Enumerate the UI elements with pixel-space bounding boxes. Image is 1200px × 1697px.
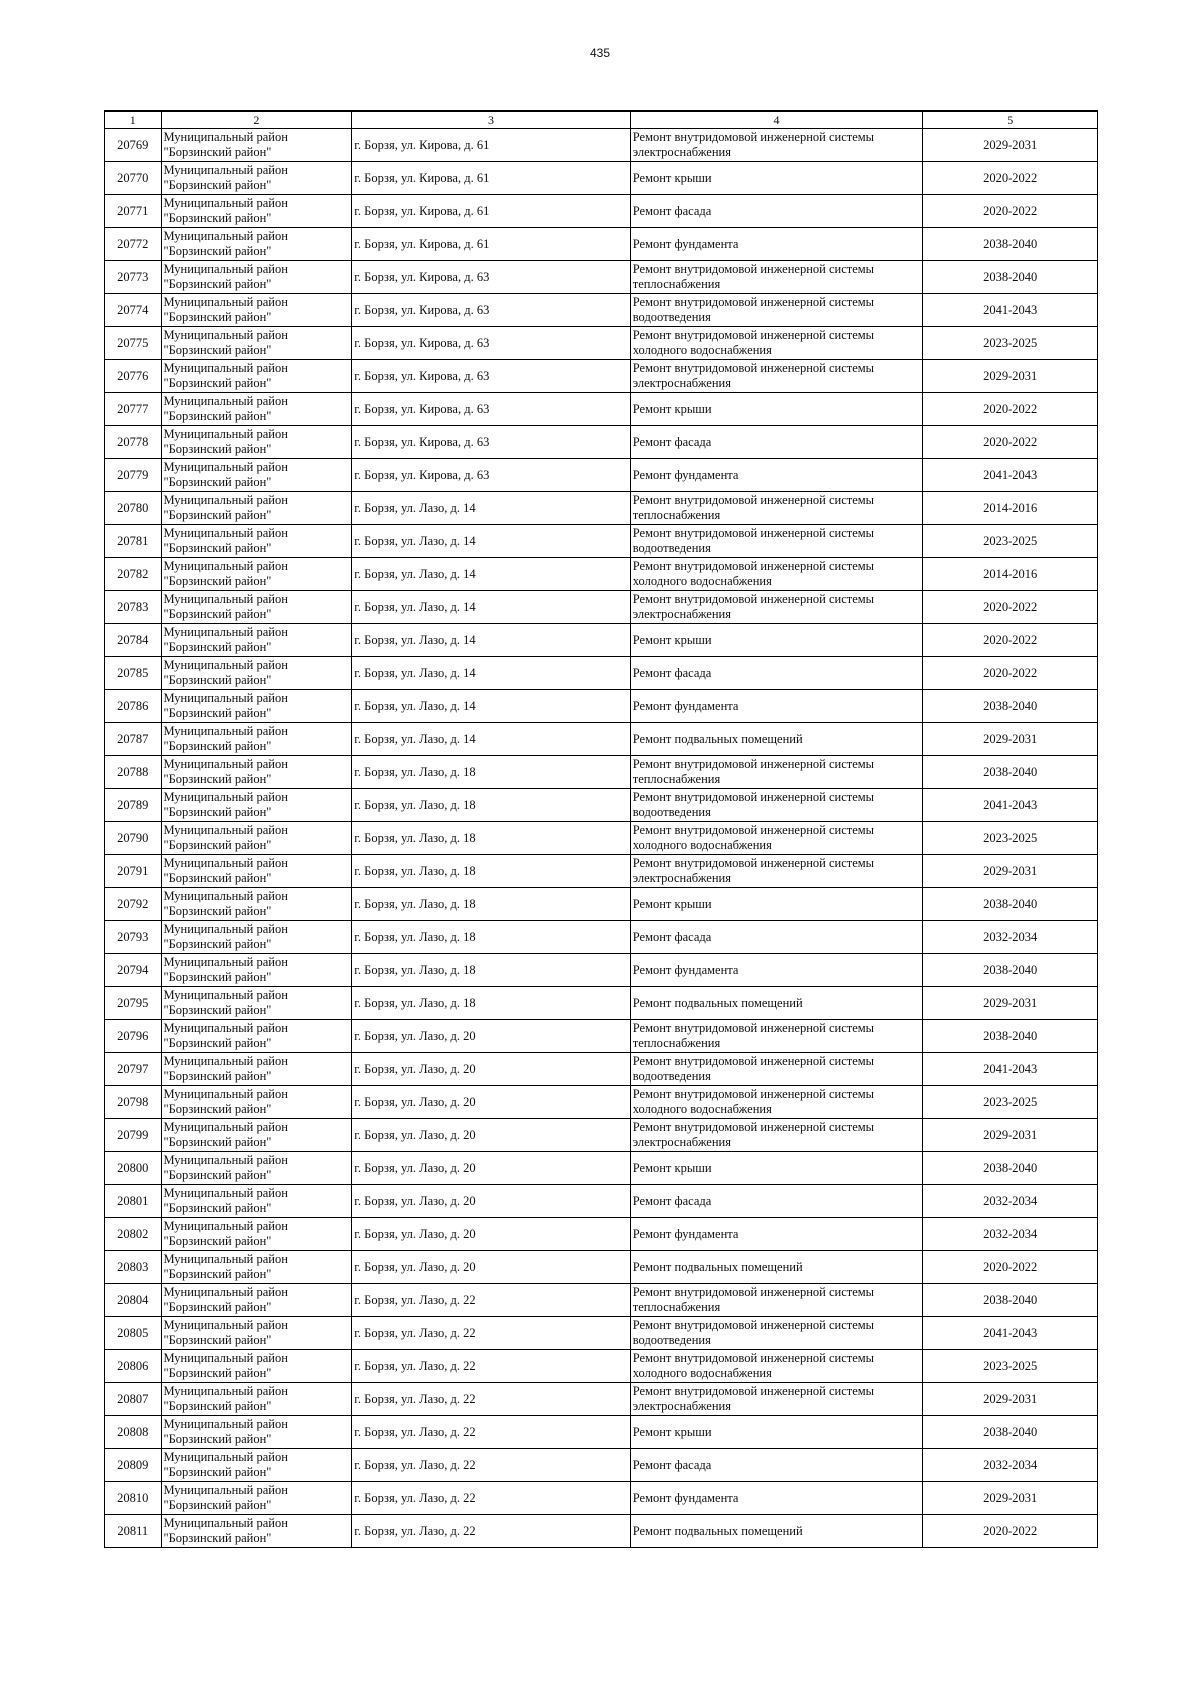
cell-municipality: Муниципальный район "Борзинский район" <box>161 327 352 360</box>
cell-row-number: 20810 <box>105 1482 162 1515</box>
cell-address: г. Борзя, ул. Кирова, д. 63 <box>352 327 631 360</box>
table-row <box>105 1482 1098 1515</box>
cell-address: г. Борзя, ул. Лазо, д. 18 <box>352 855 631 888</box>
header-col-1: 1 <box>105 111 162 129</box>
cell-municipality: Муниципальный район "Борзинский район" <box>161 1119 352 1152</box>
cell-period: 2038-2040 <box>923 1284 1098 1317</box>
cell-municipality: Муниципальный район "Борзинский район" <box>161 360 352 393</box>
cell-period: 2029-2031 <box>923 129 1098 162</box>
cell-municipality: Муниципальный район "Борзинский район" <box>161 1053 352 1086</box>
cell-municipality: Муниципальный район "Борзинский район" <box>161 723 352 756</box>
cell-row-number: 20790 <box>105 822 162 855</box>
cell-row-number: 20804 <box>105 1284 162 1317</box>
table-row <box>105 1449 1098 1482</box>
cell-address: г. Борзя, ул. Лазо, д. 14 <box>352 723 631 756</box>
cell-municipality: Муниципальный район "Борзинский район" <box>161 162 352 195</box>
cell-period: 2023-2025 <box>923 1350 1098 1383</box>
cell-work-type: Ремонт внутридомовой инженерной системы водоотведения <box>630 1053 923 1086</box>
table-row <box>105 327 1098 360</box>
cell-municipality: Муниципальный район "Борзинский район" <box>161 855 352 888</box>
cell-work-type: Ремонт фасада <box>630 921 923 954</box>
table-row <box>105 1152 1098 1185</box>
cell-address: г. Борзя, ул. Кирова, д. 63 <box>352 294 631 327</box>
cell-period: 2041-2043 <box>923 1317 1098 1350</box>
table-row <box>105 1218 1098 1251</box>
cell-row-number: 20779 <box>105 459 162 492</box>
cell-address: г. Борзя, ул. Кирова, д. 63 <box>352 393 631 426</box>
table-row <box>105 756 1098 789</box>
cell-row-number: 20793 <box>105 921 162 954</box>
cell-address: г. Борзя, ул. Лазо, д. 18 <box>352 756 631 789</box>
cell-period: 2038-2040 <box>923 756 1098 789</box>
cell-row-number: 20798 <box>105 1086 162 1119</box>
header-col-3: 3 <box>352 111 631 129</box>
cell-address: г. Борзя, ул. Лазо, д. 20 <box>352 1086 631 1119</box>
cell-row-number: 20805 <box>105 1317 162 1350</box>
cell-row-number: 20807 <box>105 1383 162 1416</box>
cell-period: 2020-2022 <box>923 591 1098 624</box>
cell-row-number: 20795 <box>105 987 162 1020</box>
cell-work-type: Ремонт крыши <box>630 1416 923 1449</box>
cell-address: г. Борзя, ул. Лазо, д. 18 <box>352 921 631 954</box>
cell-municipality: Муниципальный район "Борзинский район" <box>161 624 352 657</box>
cell-row-number: 20777 <box>105 393 162 426</box>
table-row <box>105 987 1098 1020</box>
cell-period: 2014-2016 <box>923 492 1098 525</box>
cell-row-number: 20782 <box>105 558 162 591</box>
table-row <box>105 1119 1098 1152</box>
cell-municipality: Муниципальный район "Борзинский район" <box>161 294 352 327</box>
cell-period: 2041-2043 <box>923 459 1098 492</box>
table-row <box>105 855 1098 888</box>
cell-municipality: Муниципальный район "Борзинский район" <box>161 1086 352 1119</box>
cell-work-type: Ремонт внутридомовой инженерной системы холодного водоснабжения <box>630 1086 923 1119</box>
cell-municipality: Муниципальный район "Борзинский район" <box>161 1416 352 1449</box>
cell-address: г. Борзя, ул. Лазо, д. 20 <box>352 1152 631 1185</box>
cell-row-number: 20778 <box>105 426 162 459</box>
table-row <box>105 1284 1098 1317</box>
table-row <box>105 1251 1098 1284</box>
cell-row-number: 20797 <box>105 1053 162 1086</box>
cell-address: г. Борзя, ул. Лазо, д. 14 <box>352 657 631 690</box>
table-row <box>105 228 1098 261</box>
cell-address: г. Борзя, ул. Лазо, д. 18 <box>352 954 631 987</box>
table-row <box>105 789 1098 822</box>
cell-row-number: 20809 <box>105 1449 162 1482</box>
cell-row-number: 20770 <box>105 162 162 195</box>
header-col-2: 2 <box>161 111 352 129</box>
cell-municipality: Муниципальный район "Борзинский район" <box>161 822 352 855</box>
cell-row-number: 20801 <box>105 1185 162 1218</box>
cell-address: г. Борзя, ул. Лазо, д. 20 <box>352 1053 631 1086</box>
cell-period: 2038-2040 <box>923 888 1098 921</box>
cell-address: г. Борзя, ул. Кирова, д. 61 <box>352 228 631 261</box>
cell-period: 2032-2034 <box>923 1218 1098 1251</box>
cell-work-type: Ремонт внутридомовой инженерной системы электроснабжения <box>630 1383 923 1416</box>
cell-row-number: 20788 <box>105 756 162 789</box>
cell-address: г. Борзя, ул. Лазо, д. 18 <box>352 987 631 1020</box>
cell-municipality: Муниципальный район "Борзинский район" <box>161 525 352 558</box>
cell-municipality: Муниципальный район "Борзинский район" <box>161 1383 352 1416</box>
cell-address: г. Борзя, ул. Лазо, д. 22 <box>352 1449 631 1482</box>
cell-municipality: Муниципальный район "Борзинский район" <box>161 789 352 822</box>
cell-address: г. Борзя, ул. Кирова, д. 63 <box>352 261 631 294</box>
cell-municipality: Муниципальный район "Борзинский район" <box>161 195 352 228</box>
cell-work-type: Ремонт фундамента <box>630 1482 923 1515</box>
cell-address: г. Борзя, ул. Лазо, д. 22 <box>352 1350 631 1383</box>
cell-period: 2041-2043 <box>923 1053 1098 1086</box>
cell-work-type: Ремонт внутридомовой инженерной системы теплоснабжения <box>630 1020 923 1053</box>
cell-address: г. Борзя, ул. Лазо, д. 14 <box>352 690 631 723</box>
table-row <box>105 393 1098 426</box>
cell-municipality: Муниципальный район "Борзинский район" <box>161 129 352 162</box>
cell-period: 2032-2034 <box>923 1449 1098 1482</box>
cell-period: 2041-2043 <box>923 294 1098 327</box>
cell-row-number: 20800 <box>105 1152 162 1185</box>
table-row <box>105 1020 1098 1053</box>
cell-address: г. Борзя, ул. Лазо, д. 22 <box>352 1416 631 1449</box>
cell-address: г. Борзя, ул. Лазо, д. 20 <box>352 1251 631 1284</box>
table-row <box>105 1416 1098 1449</box>
cell-municipality: Муниципальный район "Борзинский район" <box>161 690 352 723</box>
cell-row-number: 20785 <box>105 657 162 690</box>
cell-row-number: 20774 <box>105 294 162 327</box>
cell-work-type: Ремонт фундамента <box>630 459 923 492</box>
cell-work-type: Ремонт фасада <box>630 195 923 228</box>
cell-municipality: Муниципальный район "Борзинский район" <box>161 1152 352 1185</box>
cell-period: 2038-2040 <box>923 690 1098 723</box>
table-row <box>105 657 1098 690</box>
cell-address: г. Борзя, ул. Лазо, д. 20 <box>352 1119 631 1152</box>
cell-work-type: Ремонт внутридомовой инженерной системы водоотведения <box>630 1317 923 1350</box>
cell-period: 2020-2022 <box>923 426 1098 459</box>
cell-period: 2029-2031 <box>923 855 1098 888</box>
cell-address: г. Борзя, ул. Кирова, д. 61 <box>352 129 631 162</box>
cell-municipality: Муниципальный район "Борзинский район" <box>161 1515 352 1548</box>
cell-row-number: 20786 <box>105 690 162 723</box>
cell-row-number: 20781 <box>105 525 162 558</box>
cell-municipality: Муниципальный район "Борзинский район" <box>161 921 352 954</box>
cell-period: 2020-2022 <box>923 195 1098 228</box>
cell-address: г. Борзя, ул. Лазо, д. 14 <box>352 591 631 624</box>
cell-work-type: Ремонт внутридомовой инженерной системы электроснабжения <box>630 855 923 888</box>
cell-municipality: Муниципальный район "Борзинский район" <box>161 1482 352 1515</box>
cell-municipality: Муниципальный район "Борзинский район" <box>161 888 352 921</box>
table-row <box>105 1185 1098 1218</box>
cell-row-number: 20771 <box>105 195 162 228</box>
cell-period: 2020-2022 <box>923 657 1098 690</box>
cell-work-type: Ремонт крыши <box>630 162 923 195</box>
cell-period: 2020-2022 <box>923 1251 1098 1284</box>
repair-schedule-table <box>104 110 1098 1548</box>
cell-row-number: 20791 <box>105 855 162 888</box>
cell-work-type: Ремонт крыши <box>630 393 923 426</box>
cell-period: 2038-2040 <box>923 1416 1098 1449</box>
table-row <box>105 426 1098 459</box>
cell-row-number: 20792 <box>105 888 162 921</box>
cell-work-type: Ремонт подвальных помещений <box>630 987 923 1020</box>
cell-row-number: 20806 <box>105 1350 162 1383</box>
cell-municipality: Муниципальный район "Борзинский район" <box>161 1020 352 1053</box>
cell-work-type: Ремонт фундамента <box>630 228 923 261</box>
table-row <box>105 195 1098 228</box>
table-row <box>105 690 1098 723</box>
cell-address: г. Борзя, ул. Кирова, д. 61 <box>352 195 631 228</box>
cell-municipality: Муниципальный район "Борзинский район" <box>161 591 352 624</box>
cell-row-number: 20772 <box>105 228 162 261</box>
cell-work-type: Ремонт внутридомовой инженерной системы холодного водоснабжения <box>630 822 923 855</box>
cell-period: 2038-2040 <box>923 1020 1098 1053</box>
cell-work-type: Ремонт подвальных помещений <box>630 1515 923 1548</box>
header-col-5: 5 <box>923 111 1098 129</box>
table-row <box>105 1317 1098 1350</box>
table-row <box>105 1086 1098 1119</box>
table-row <box>105 1350 1098 1383</box>
cell-address: г. Борзя, ул. Лазо, д. 14 <box>352 624 631 657</box>
cell-work-type: Ремонт крыши <box>630 624 923 657</box>
cell-row-number: 20787 <box>105 723 162 756</box>
cell-row-number: 20783 <box>105 591 162 624</box>
cell-municipality: Муниципальный район "Борзинский район" <box>161 1317 352 1350</box>
cell-address: г. Борзя, ул. Лазо, д. 20 <box>352 1185 631 1218</box>
header-col-4: 4 <box>630 111 923 129</box>
cell-municipality: Муниципальный район "Борзинский район" <box>161 261 352 294</box>
cell-row-number: 20784 <box>105 624 162 657</box>
cell-period: 2023-2025 <box>923 1086 1098 1119</box>
cell-address: г. Борзя, ул. Кирова, д. 61 <box>352 162 631 195</box>
cell-address: г. Борзя, ул. Лазо, д. 22 <box>352 1383 631 1416</box>
header-row <box>105 111 1098 129</box>
cell-period: 2029-2031 <box>923 987 1098 1020</box>
cell-period: 2023-2025 <box>923 525 1098 558</box>
table-row <box>105 1383 1098 1416</box>
table-row <box>105 723 1098 756</box>
table-header <box>105 111 1098 129</box>
table-row <box>105 525 1098 558</box>
cell-address: г. Борзя, ул. Лазо, д. 22 <box>352 1317 631 1350</box>
cell-row-number: 20811 <box>105 1515 162 1548</box>
table-row <box>105 921 1098 954</box>
cell-municipality: Муниципальный район "Борзинский район" <box>161 1284 352 1317</box>
cell-work-type: Ремонт внутридомовой инженерной системы холодного водоснабжения <box>630 1350 923 1383</box>
cell-period: 2038-2040 <box>923 1152 1098 1185</box>
cell-period: 2029-2031 <box>923 1383 1098 1416</box>
cell-work-type: Ремонт внутридомовой инженерной системы электроснабжения <box>630 129 923 162</box>
table-row <box>105 492 1098 525</box>
table-row <box>105 129 1098 162</box>
cell-row-number: 20776 <box>105 360 162 393</box>
cell-work-type: Ремонт подвальных помещений <box>630 723 923 756</box>
cell-period: 2029-2031 <box>923 360 1098 393</box>
cell-work-type: Ремонт подвальных помещений <box>630 1251 923 1284</box>
table-row <box>105 888 1098 921</box>
cell-period: 2020-2022 <box>923 393 1098 426</box>
cell-municipality: Муниципальный район "Борзинский район" <box>161 987 352 1020</box>
cell-work-type: Ремонт фасада <box>630 1449 923 1482</box>
cell-address: г. Борзя, ул. Лазо, д. 22 <box>352 1515 631 1548</box>
cell-period: 2029-2031 <box>923 723 1098 756</box>
cell-work-type: Ремонт внутридомовой инженерной системы электроснабжения <box>630 360 923 393</box>
cell-work-type: Ремонт внутридомовой инженерной системы теплоснабжения <box>630 261 923 294</box>
cell-municipality: Муниципальный район "Борзинский район" <box>161 426 352 459</box>
cell-period: 2038-2040 <box>923 954 1098 987</box>
cell-row-number: 20803 <box>105 1251 162 1284</box>
table-row <box>105 558 1098 591</box>
cell-address: г. Борзя, ул. Кирова, д. 63 <box>352 426 631 459</box>
cell-work-type: Ремонт внутридомовой инженерной системы теплоснабжения <box>630 492 923 525</box>
cell-row-number: 20796 <box>105 1020 162 1053</box>
cell-municipality: Муниципальный район "Борзинский район" <box>161 954 352 987</box>
cell-work-type: Ремонт крыши <box>630 1152 923 1185</box>
table-row <box>105 954 1098 987</box>
page-number: 435 <box>589 46 611 60</box>
cell-row-number: 20780 <box>105 492 162 525</box>
table-row <box>105 261 1098 294</box>
cell-municipality: Муниципальный район "Борзинский район" <box>161 558 352 591</box>
cell-work-type: Ремонт фундамента <box>630 690 923 723</box>
cell-work-type: Ремонт внутридомовой инженерной системы электроснабжения <box>630 1119 923 1152</box>
cell-work-type: Ремонт внутридомовой инженерной системы холодного водоснабжения <box>630 558 923 591</box>
cell-address: г. Борзя, ул. Лазо, д. 20 <box>352 1218 631 1251</box>
cell-municipality: Муниципальный район "Борзинский район" <box>161 756 352 789</box>
cell-period: 2020-2022 <box>923 162 1098 195</box>
table-row <box>105 822 1098 855</box>
cell-work-type: Ремонт внутридомовой инженерной системы теплоснабжения <box>630 756 923 789</box>
cell-address: г. Борзя, ул. Лазо, д. 14 <box>352 558 631 591</box>
cell-period: 2029-2031 <box>923 1119 1098 1152</box>
cell-municipality: Муниципальный район "Борзинский район" <box>161 459 352 492</box>
cell-address: г. Борзя, ул. Кирова, д. 63 <box>352 459 631 492</box>
table-row <box>105 162 1098 195</box>
cell-municipality: Муниципальный район "Борзинский район" <box>161 492 352 525</box>
table-row <box>105 1053 1098 1086</box>
cell-municipality: Муниципальный район "Борзинский район" <box>161 1449 352 1482</box>
cell-period: 2032-2034 <box>923 921 1098 954</box>
cell-period: 2014-2016 <box>923 558 1098 591</box>
table-row <box>105 459 1098 492</box>
cell-municipality: Муниципальный район "Борзинский район" <box>161 228 352 261</box>
cell-period: 2023-2025 <box>923 822 1098 855</box>
table-row <box>105 624 1098 657</box>
cell-municipality: Муниципальный район "Борзинский район" <box>161 1251 352 1284</box>
cell-period: 2029-2031 <box>923 1482 1098 1515</box>
cell-period: 2032-2034 <box>923 1185 1098 1218</box>
cell-period: 2020-2022 <box>923 624 1098 657</box>
cell-work-type: Ремонт фундамента <box>630 1218 923 1251</box>
cell-address: г. Борзя, ул. Лазо, д. 14 <box>352 492 631 525</box>
table-row <box>105 591 1098 624</box>
cell-address: г. Борзя, ул. Лазо, д. 14 <box>352 525 631 558</box>
cell-municipality: Муниципальный район "Борзинский район" <box>161 393 352 426</box>
cell-work-type: Ремонт фасада <box>630 426 923 459</box>
cell-address: г. Борзя, ул. Лазо, д. 18 <box>352 888 631 921</box>
cell-address: г. Борзя, ул. Лазо, д. 18 <box>352 789 631 822</box>
cell-work-type: Ремонт внутридомовой инженерной системы теплоснабжения <box>630 1284 923 1317</box>
cell-address: г. Борзя, ул. Лазо, д. 22 <box>352 1284 631 1317</box>
table-row <box>105 360 1098 393</box>
cell-municipality: Муниципальный район "Борзинский район" <box>161 657 352 690</box>
cell-row-number: 20769 <box>105 129 162 162</box>
cell-work-type: Ремонт внутридомовой инженерной системы водоотведения <box>630 525 923 558</box>
cell-work-type: Ремонт фасада <box>630 1185 923 1218</box>
cell-period: 2041-2043 <box>923 789 1098 822</box>
cell-period: 2038-2040 <box>923 261 1098 294</box>
cell-address: г. Борзя, ул. Лазо, д. 22 <box>352 1482 631 1515</box>
cell-row-number: 20773 <box>105 261 162 294</box>
cell-municipality: Муниципальный район "Борзинский район" <box>161 1185 352 1218</box>
cell-row-number: 20794 <box>105 954 162 987</box>
cell-row-number: 20808 <box>105 1416 162 1449</box>
cell-period: 2023-2025 <box>923 327 1098 360</box>
table-body <box>105 129 1098 1548</box>
table-row <box>105 1515 1098 1548</box>
cell-period: 2038-2040 <box>923 228 1098 261</box>
table-row <box>105 294 1098 327</box>
cell-address: г. Борзя, ул. Кирова, д. 63 <box>352 360 631 393</box>
cell-municipality: Муниципальный район "Борзинский район" <box>161 1350 352 1383</box>
cell-work-type: Ремонт внутридомовой инженерной системы холодного водоснабжения <box>630 327 923 360</box>
cell-work-type: Ремонт фундамента <box>630 954 923 987</box>
cell-work-type: Ремонт внутридомовой инженерной системы водоотведения <box>630 294 923 327</box>
cell-row-number: 20802 <box>105 1218 162 1251</box>
cell-work-type: Ремонт внутридомовой инженерной системы водоотведения <box>630 789 923 822</box>
cell-address: г. Борзя, ул. Лазо, д. 20 <box>352 1020 631 1053</box>
cell-row-number: 20799 <box>105 1119 162 1152</box>
cell-row-number: 20775 <box>105 327 162 360</box>
cell-row-number: 20789 <box>105 789 162 822</box>
cell-municipality: Муниципальный район "Борзинский район" <box>161 1218 352 1251</box>
cell-work-type: Ремонт крыши <box>630 888 923 921</box>
cell-work-type: Ремонт внутридомовой инженерной системы электроснабжения <box>630 591 923 624</box>
cell-period: 2020-2022 <box>923 1515 1098 1548</box>
cell-work-type: Ремонт фасада <box>630 657 923 690</box>
cell-address: г. Борзя, ул. Лазо, д. 18 <box>352 822 631 855</box>
